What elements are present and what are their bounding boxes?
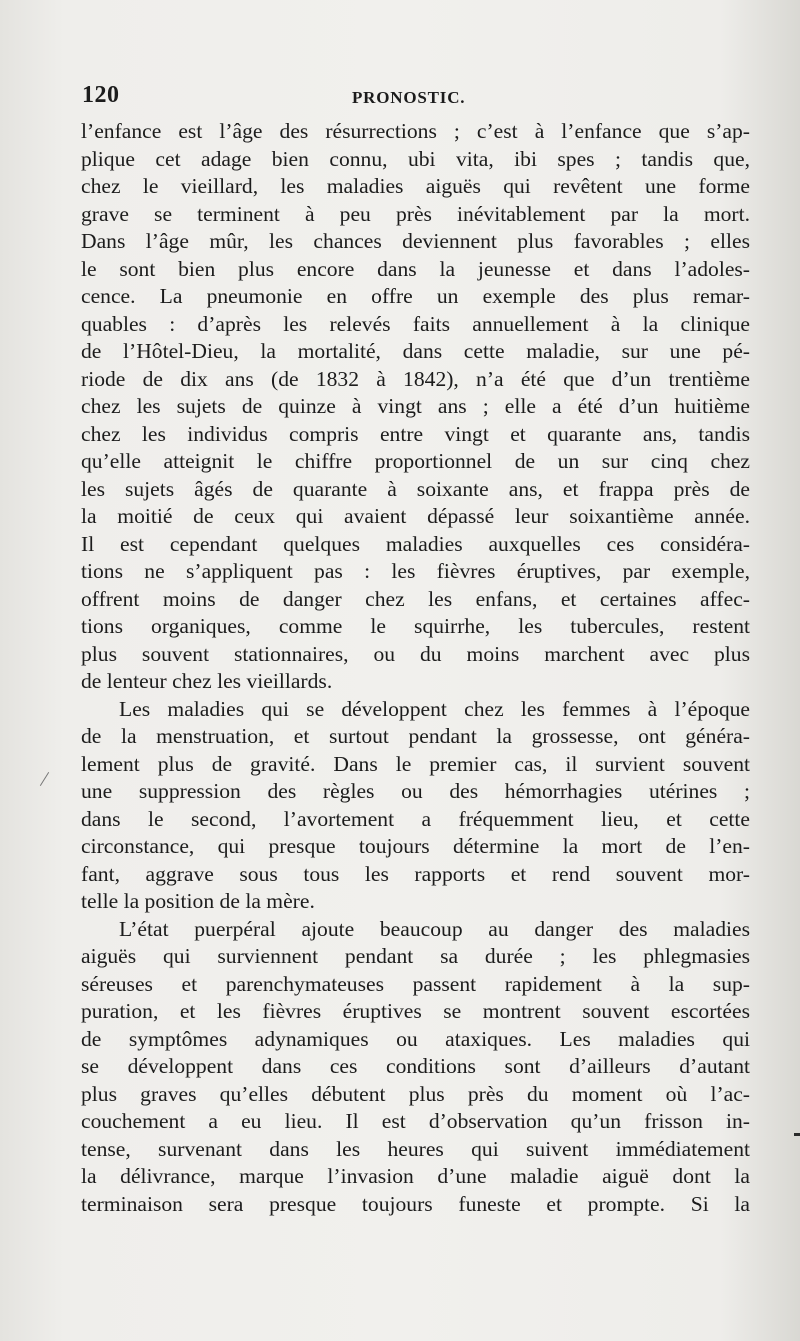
text-line: terminaison sera presque toujours funeste et prompte. Si la — [81, 1191, 750, 1216]
text-line: riode de dix ans (de 1832 à 1842), n’a été que d’un trentième — [81, 366, 750, 391]
text-line: aiguës qui surviennent pendant sa durée ; les phlegmasies — [81, 944, 750, 968]
page-number: 120 — [82, 82, 120, 108]
text-line: les sujets âgés de quarante à soixante ans, et frappa près de — [81, 476, 750, 501]
edge-ink-mark — [794, 1133, 800, 1136]
text-line: Les maladies qui se développent chez les femmes à l’époque — [119, 696, 750, 721]
text-line: tions organiques, comme le squirrhe, les tubercules, restent — [81, 614, 750, 638]
text-line: couchement a eu lieu. Il est d’observation qu’un frisson in- — [81, 1109, 750, 1133]
text-line: plique cet adage bien connu, ubi vita, ibi spes ; tandis que, — [81, 146, 750, 171]
text-line: offrent moins de danger chez les enfans, et certaines affec- — [81, 586, 750, 611]
text-line: plus graves qu’elles débutent plus près du moment où l’ac- — [81, 1081, 750, 1106]
text-line: la délivrance, marque l’invasion d’une maladie aiguë dont la — [81, 1164, 750, 1188]
text-line: chez les individus compris entre vingt et quarante ans, tandis — [81, 421, 750, 446]
text-line: chez le vieillard, les maladies aiguës qui revêtent une forme — [81, 174, 750, 198]
text-line: puration, et les fièvres éruptives se montrent souvent escortées — [81, 999, 750, 1023]
text-line: se développent dans ces conditions sont d’ailleurs d’autant — [81, 1054, 750, 1078]
text-line: circonstance, qui presque toujours détermine la mort de l’en- — [81, 834, 750, 858]
text-line: tense, survenant dans les heures qui suivent immédiatement — [81, 1136, 750, 1161]
running-title: PRONOSTIC. — [352, 88, 466, 107]
text-line: de lenteur chez les vieillards. — [81, 669, 333, 693]
text-line: fant, aggrave sous tous les rapports et rend souvent mor- — [81, 861, 750, 886]
text-line: une suppression des règles ou des hémorrhagies utérines ; — [81, 779, 750, 803]
text-line: de la menstruation, et surtout pendant la grossesse, ont généra- — [81, 724, 750, 748]
text-line: chez les sujets de quinze à vingt ans ; elle a été d’un huitième — [81, 394, 750, 418]
text-line: séreuses et parenchymateuses passent rapidement à la sup- — [81, 971, 750, 996]
text-line: de l’Hôtel-Dieu, la mortalité, dans cette maladie, sur une pé- — [81, 339, 750, 363]
text-line: telle la position de la mère. — [81, 889, 315, 913]
text-line: dans le second, l’avortement a fréquemment lieu, et cette — [81, 806, 750, 831]
text-line: qu’elle atteignit le chiffre proportionnel de un sur cinq chez — [81, 449, 750, 473]
text-line: Il est cependant quelques maladies auxquelles ces considéra- — [81, 531, 750, 556]
text-line: lement plus de gravité. Dans le premier cas, il survient souvent — [81, 751, 750, 776]
margin-pen-mark — [40, 772, 49, 786]
text-line: la moitié de ceux qui avaient dépassé leur soixantième année. — [81, 504, 750, 528]
text-line: grave se terminent à peu près inévitablement par la mort. — [81, 201, 750, 226]
text-line: Dans l’âge mûr, les chances deviennent plus favorables ; elles — [81, 229, 750, 253]
text-line: cence. La pneumonie en offre un exemple des plus remar- — [81, 284, 750, 308]
text-line: L’état puerpéral ajoute beaucoup au danger des maladies — [119, 916, 750, 941]
text-line: plus souvent stationnaires, ou du moins marchent avec plus — [81, 641, 750, 666]
text-line: tions ne s’appliquent pas : les fièvres éruptives, par exemple, — [81, 559, 750, 583]
text-line: de symptômes adynamiques ou ataxiques. Les maladies qui — [81, 1026, 750, 1051]
page-body — [81, 118, 750, 1218]
text-line: le sont bien plus encore dans la jeunesse et dans l’adoles- — [81, 256, 750, 281]
text-line: quables : d’après les relevés faits annuellement à la clinique — [81, 311, 750, 336]
text-line: l’enfance est l’âge des résurrections ; c’est à l’enfance que s’ap- — [81, 119, 750, 143]
